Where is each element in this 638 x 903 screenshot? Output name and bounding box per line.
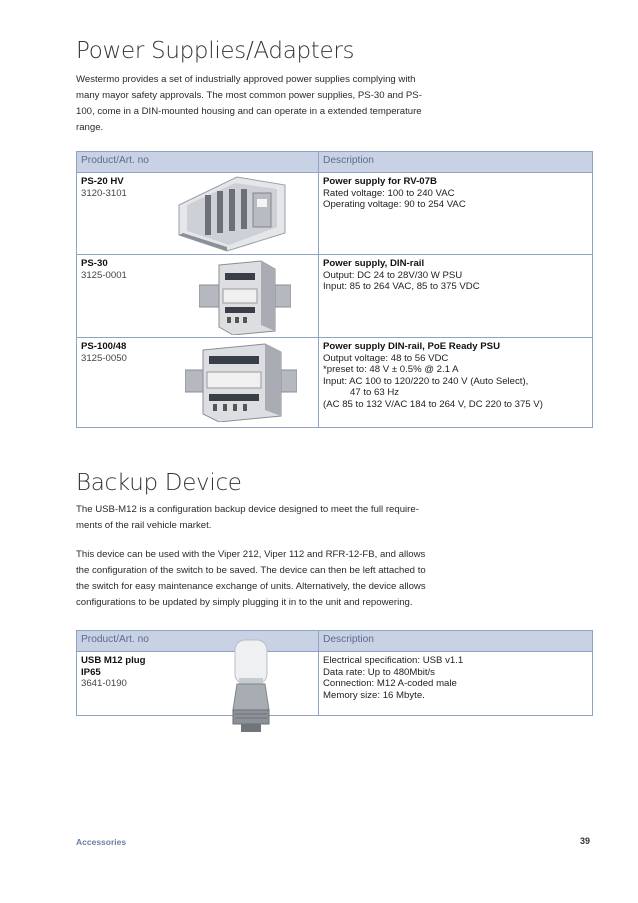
product-name: PS-20 HV	[81, 176, 124, 187]
description-title: Power supply, DIN-rail	[323, 258, 425, 269]
backup-device-table	[76, 630, 593, 716]
description-line: Input: 85 to 264 VAC, 85 to 375 VDC	[323, 281, 480, 292]
product-art-no: 3125-0050	[81, 352, 127, 364]
header-description: Description	[319, 152, 593, 173]
intro-line: many mayor safety approvals. The most common power supplies, PS-30 and PS-	[76, 90, 422, 101]
description-cell	[319, 338, 593, 428]
section-title-power-supplies: Power Supplies/Adapters	[76, 38, 355, 64]
intro-line: Westermo provides a set of industrially approved power supplies complying with	[76, 74, 416, 85]
para-line: configurations to be updated by simply plugging it in to the unit and repowering.	[76, 597, 413, 608]
description-line: Output: DC 24 to 28V/30 W PSU	[323, 269, 463, 281]
table-row	[77, 255, 593, 338]
section-title-backup-device: Backup Device	[76, 470, 242, 496]
description-line: Rated voltage: 100 to 240 VAC	[323, 187, 455, 199]
intro-line: range.	[76, 122, 104, 133]
description-cell	[319, 652, 593, 716]
para-line: This device can be used with the Viper 212, Viper 112 and RFR-12-FB, and allows	[76, 549, 426, 560]
description-line: Input: AC 100 to 120/220 to 240 V (Auto Select),	[323, 375, 529, 387]
description-line: 47 to 63 Hz	[350, 387, 400, 398]
ps-100-48-image	[185, 342, 297, 422]
product-art-no: 3125-0001	[81, 269, 127, 281]
usb-m12-plug-image	[207, 638, 293, 734]
description-title: Power supply DIN-rail, PoE Ready PSU	[323, 341, 500, 352]
product-art-no: 3120-3101	[81, 187, 127, 199]
description-line: Connection: M12 A-coded male	[323, 678, 457, 689]
page-number: 39	[580, 836, 591, 846]
product-name: PS-100/48	[81, 341, 127, 352]
para-line: The USB-M12 is a configuration backup device designed to meet the full require-	[76, 504, 419, 515]
product-name: USB M12 plug	[81, 655, 146, 666]
product-art-no: 3641-0190	[81, 678, 127, 689]
ps-20-hv-image	[177, 175, 287, 253]
description-line: (AC 85 to 132 V/AC 184 to 264 V, DC 220 to 375 V)	[323, 398, 543, 410]
table-row	[77, 652, 593, 716]
footer-section-label: Accessories	[76, 837, 127, 847]
description-cell	[319, 173, 593, 255]
product-rating: IP65	[81, 666, 101, 678]
description-line: Electrical specification: USB v1.1	[323, 655, 464, 666]
description-title: Power supply for RV-07B	[323, 176, 437, 187]
table-row	[77, 338, 593, 428]
product-cell	[77, 255, 319, 338]
table-header-row	[77, 152, 593, 173]
para-line: ments of the rail vehicle market.	[76, 520, 212, 531]
product-cell	[77, 173, 319, 255]
product-cell	[77, 338, 319, 428]
description-line: Output voltage: 48 to 56 VDC	[323, 352, 449, 364]
power-supplies-table	[76, 151, 593, 428]
description-line: Operating voltage: 90 to 254 VAC	[323, 199, 466, 210]
power-supplies-intro	[76, 72, 448, 136]
para-line: the switch for easy maintenance exchange of units. Alternatively, the device allows	[76, 581, 426, 592]
table-header-row	[77, 631, 593, 652]
product-name: PS-30	[81, 258, 108, 269]
table-row	[77, 173, 593, 255]
backup-device-para-2	[76, 547, 448, 611]
header-description: Description	[319, 631, 593, 652]
intro-line: 100, come in a DIN-mounted housing and can operate in a extended temperature	[76, 106, 422, 117]
backup-device-para-1	[76, 502, 448, 534]
description-line: Memory size: 16 Mbyte.	[323, 689, 425, 701]
description-line: Data rate: Up to 480Mbit/s	[323, 666, 435, 678]
ps-30-image	[199, 259, 291, 335]
description-cell	[319, 255, 593, 338]
header-product: Product/Art. no	[77, 631, 319, 652]
para-line: the configuration of the switch to be saved. The device can then be left attached to	[76, 565, 426, 576]
product-cell	[77, 652, 319, 716]
description-line: *preset to: 48 V ± 0.5% @ 2.1 A	[323, 364, 459, 375]
header-product: Product/Art. no	[77, 152, 319, 173]
